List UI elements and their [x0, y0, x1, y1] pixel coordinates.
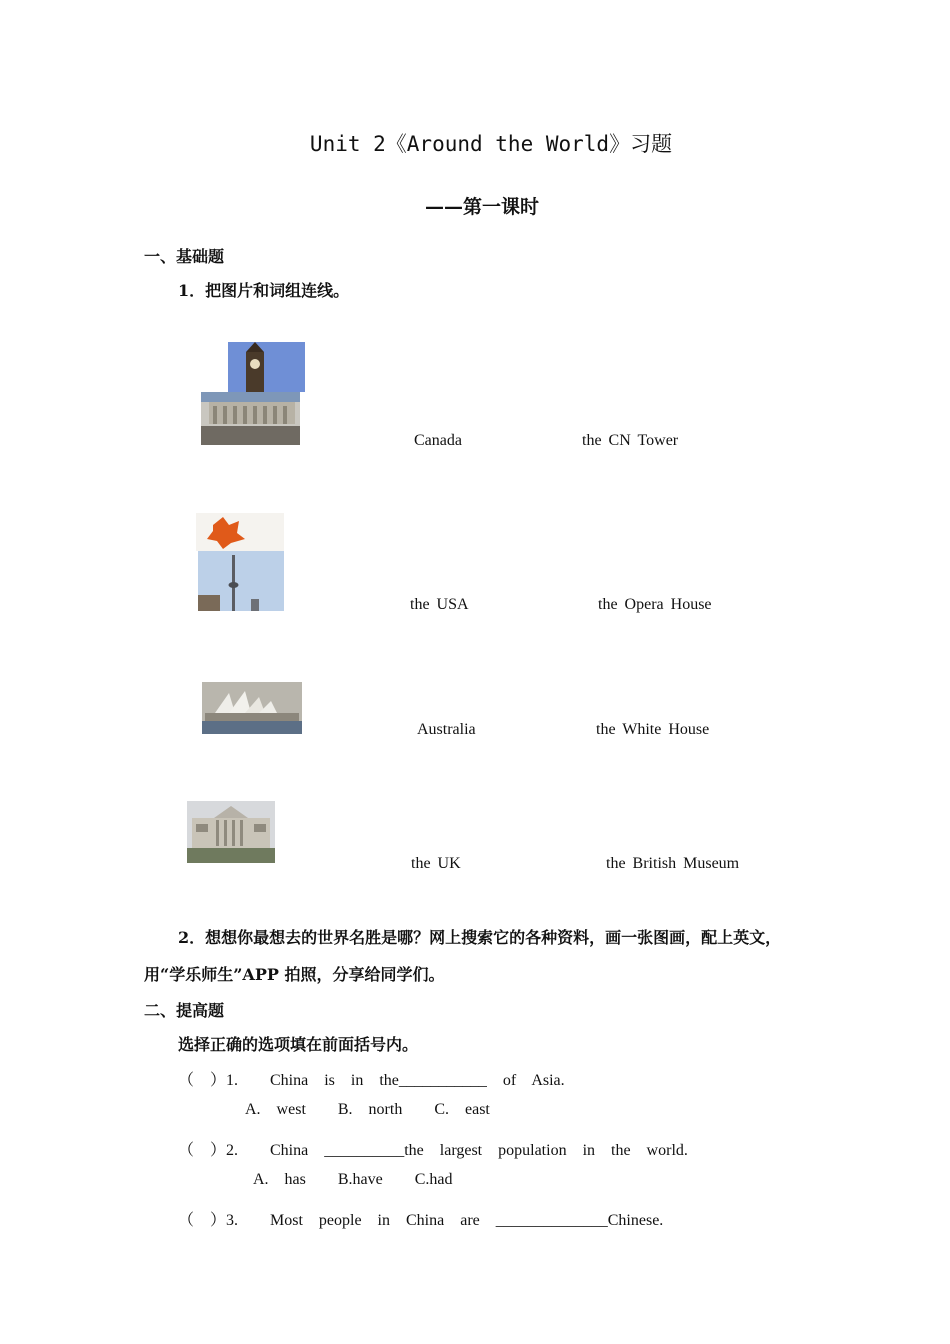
- country-label: Australia: [417, 721, 476, 738]
- section-2-heading: 二、提高题: [144, 1001, 225, 1020]
- white-house-photo: [186, 800, 277, 871]
- section-1-heading: 一、基础题: [144, 247, 225, 266]
- choice-question-2: （ ）2. China __________the largest population in the world.: [178, 1142, 688, 1159]
- big-ben-and-british-museum-photo: [201, 342, 306, 447]
- landmark-label: the British Museum: [606, 855, 740, 872]
- page-title: Unit 2《Around the World》习题: [309, 132, 673, 156]
- question-2-line-2: 用“学乐师生”APP 拍照，分享给同学们。: [144, 965, 445, 984]
- choice-question-1: （ ）1. China is in the___________ of Asia.: [178, 1072, 565, 1089]
- maple-leaf-and-cn-tower-photo: [183, 513, 285, 613]
- choice-question-1-options: A. west B. north C. east: [245, 1101, 490, 1118]
- choice-question-2-options: A. has B.have C.had: [253, 1171, 453, 1188]
- choice-question-3: （ ）3. Most people in China are ______________Chinese.: [178, 1212, 664, 1229]
- page-subtitle: ——第一课时: [425, 196, 540, 218]
- country-label: the USA: [410, 596, 469, 613]
- landmark-label: the Opera House: [598, 596, 712, 613]
- landmark-label: the CN Tower: [582, 432, 679, 449]
- question-2-line-1: 2．想想你最想去的世界名胜是哪？网上搜索它的各种资料，画一张图画，配上英文，: [178, 928, 782, 947]
- question-1-instruction: 1．把图片和词组连线。: [178, 281, 350, 300]
- country-label: the UK: [411, 855, 461, 872]
- landmark-label: the White House: [596, 721, 710, 738]
- sydney-opera-house-photo: [193, 681, 308, 738]
- section-2-instruction: 选择正确的选项填在前面括号内。: [178, 1035, 419, 1054]
- country-label: Canada: [414, 432, 462, 449]
